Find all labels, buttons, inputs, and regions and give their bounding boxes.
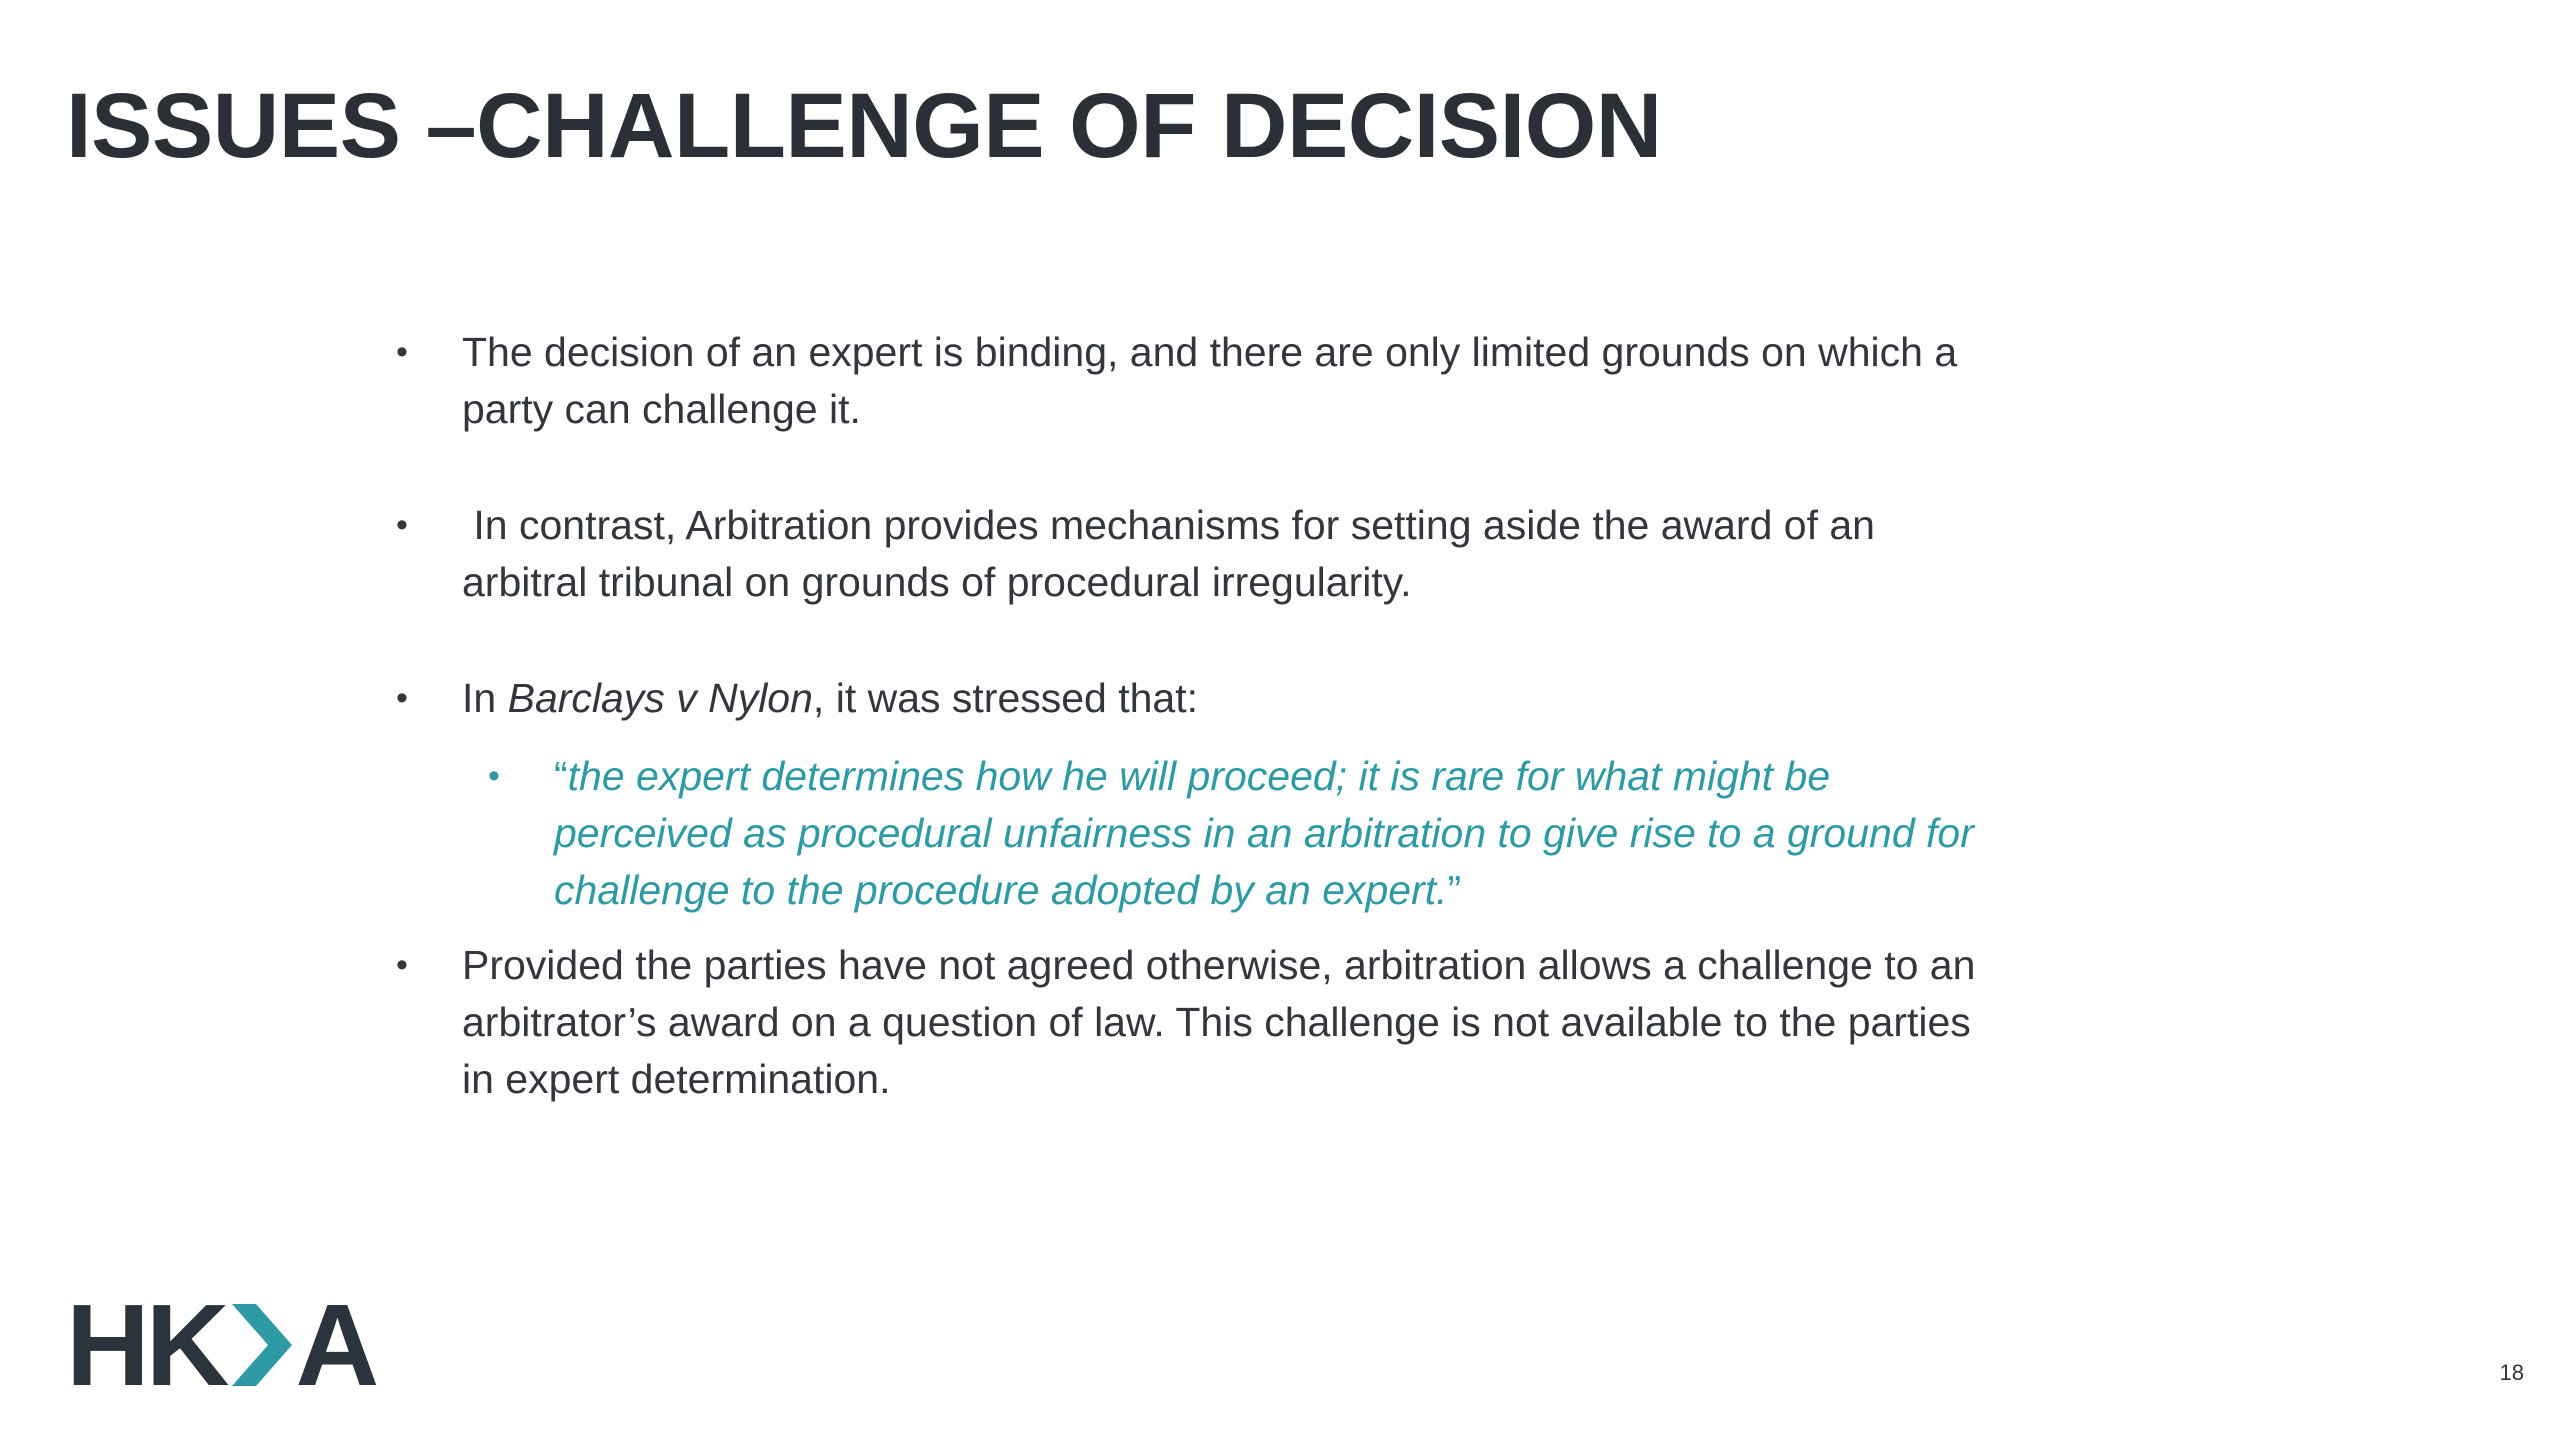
bullet-icon: • (488, 757, 500, 795)
quote-text: the expert determines how he will proceed; it is rare for what might be perceived as procedural unfairness in an arbitration to give rise to a ground for challenge to the procedure adopted by an expert. (554, 753, 1974, 913)
hkda-logo (66, 1280, 376, 1410)
bullet-item-question-of-law (396, 937, 1996, 1108)
bullet-item-arbitration-contrast (396, 497, 1996, 611)
bullet-list-continued (396, 937, 1996, 1108)
slide-title: ISSUES –CHALLENGE OF DECISION (66, 75, 1662, 177)
sub-bullet-list (396, 748, 1996, 919)
bullet-icon: • (396, 333, 408, 371)
bullet-item-case-reference (396, 670, 1996, 727)
bullet-text-prefix: In (462, 675, 508, 721)
bullet-list (396, 324, 1996, 727)
bullet-text-suffix: , it was stressed that: (812, 675, 1199, 721)
bullet-text: Provided the parties have not agreed otherwise, arbitration allows a challenge to an arbitrator’s award on a question of law. This challenge is not available to the parties in expert determination. (462, 942, 1976, 1102)
bullet-text: The decision of an expert is binding, and there are only limited grounds on which a party can challenge it. (462, 329, 1958, 432)
bullet-text: In contrast, Arbitration provides mechanisms for setting aside the award of an arbitral tribunal on grounds of procedural irregularity. (462, 502, 1887, 605)
open-quote: “ (554, 753, 568, 799)
logo-text-right: A (295, 1280, 376, 1410)
slide-content (396, 324, 1996, 1108)
close-quote: ” (1447, 867, 1462, 913)
bullet-icon: • (396, 946, 408, 984)
page-number: 18 (2499, 1360, 2524, 1385)
bullet-icon: • (396, 506, 408, 544)
chevron-right-icon (230, 1302, 294, 1388)
bullet-icon: • (396, 679, 408, 717)
sub-bullet-quote (488, 748, 1996, 919)
logo-text-left: HK (66, 1280, 226, 1410)
case-name: Barclays v Nylon (507, 675, 813, 721)
bullet-item-binding-decision (396, 324, 1996, 438)
